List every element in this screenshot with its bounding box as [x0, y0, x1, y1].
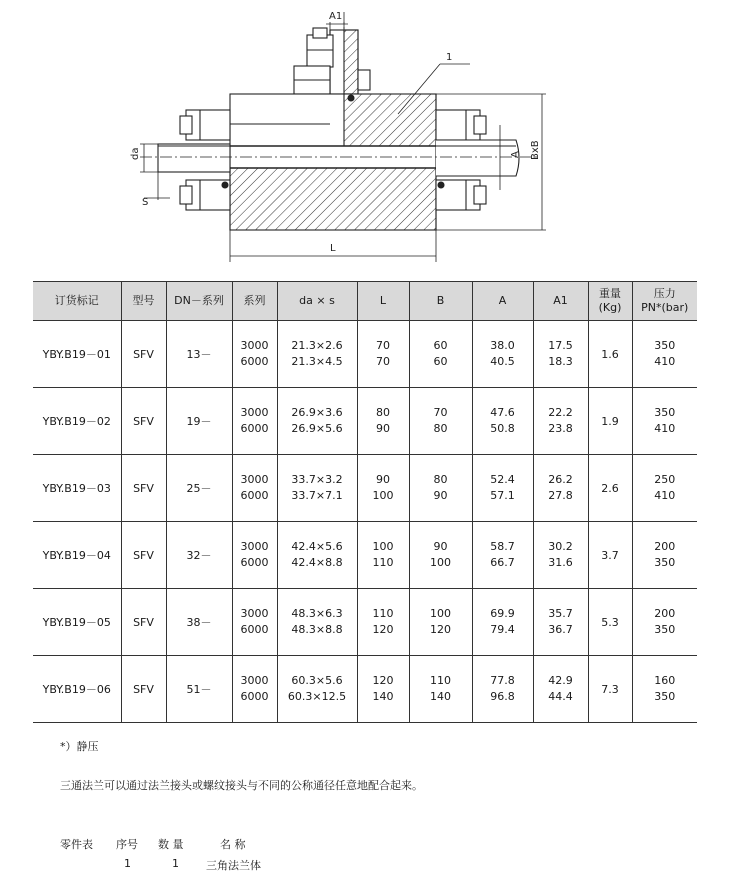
cell-series — [232, 522, 277, 589]
cell-pressure — [632, 589, 697, 656]
cell-a — [472, 455, 533, 522]
header-a: A — [472, 282, 533, 321]
cell-a-line: 96.8 — [490, 690, 515, 703]
cell-l-line: 90 — [376, 473, 390, 486]
cell-model: SFV — [121, 455, 166, 522]
cell-series-line: 3000 — [240, 607, 269, 620]
cell-a1-line: 27.8 — [548, 489, 573, 502]
cell-da-s-line: 60.3×12.5 — [287, 690, 347, 703]
cell-a — [472, 388, 533, 455]
cell-l-line: 120 — [372, 623, 394, 636]
table-row — [33, 589, 697, 656]
cell-da-s-line: 60.3×5.6 — [291, 674, 343, 687]
description-note: 三通法兰可以通过法兰接头或螺纹接头与不同的公称通径任意地配合起来。 — [60, 779, 423, 792]
cell-order-code: YBY.B19－04 — [33, 522, 121, 589]
cell-a1-line: 23.8 — [548, 422, 573, 435]
cell-series — [232, 656, 277, 723]
cell-da-s-line: 42.4×5.6 — [291, 540, 343, 553]
cell-b-line: 80 — [433, 422, 448, 435]
header-model: 型号 — [121, 282, 166, 321]
cell-a1-line: 18.3 — [548, 355, 573, 368]
cell-b-line: 100 — [430, 556, 451, 569]
header-pressure: 压力 PN*(bar) — [632, 282, 697, 321]
cell-series — [232, 388, 277, 455]
cell-da-s-line: 26.9×3.6 — [291, 406, 343, 419]
cell-model: SFV — [121, 321, 166, 388]
cell-a1-line: 42.9 — [548, 674, 573, 687]
cell-da-s — [277, 656, 357, 723]
dim-a1-label: A1 — [329, 11, 343, 22]
table-row — [33, 656, 697, 723]
header-b: B — [409, 282, 472, 321]
cell-b — [409, 589, 472, 656]
cell-a-line: 66.7 — [490, 556, 515, 569]
cell-a-line: 52.4 — [490, 473, 515, 486]
cell-weight: 2.6 — [588, 455, 632, 522]
cell-da-s — [277, 589, 357, 656]
parts-row-qty: 1 — [172, 857, 179, 870]
cell-series-line: 6000 — [240, 422, 269, 435]
cell-da-s-line: 48.3×8.8 — [291, 623, 343, 636]
cell-dn: 51－ — [166, 656, 232, 723]
cell-series-line: 6000 — [240, 690, 269, 703]
cell-series-line: 6000 — [240, 355, 269, 368]
cell-l — [357, 455, 409, 522]
cell-series-line: 3000 — [240, 674, 269, 687]
cell-b — [409, 522, 472, 589]
cell-weight: 1.6 — [588, 321, 632, 388]
cell-b — [409, 321, 472, 388]
cell-pressure-line: 250 — [654, 473, 676, 486]
cell-da-s — [277, 522, 357, 589]
cell-l-line: 90 — [376, 422, 390, 435]
header-weight: 重量 (Kg) — [588, 282, 632, 321]
header-a1: A1 — [533, 282, 588, 321]
cell-a-line: 69.9 — [490, 607, 515, 620]
cell-l — [357, 388, 409, 455]
footnote-static-pressure: *）静压 — [60, 740, 99, 753]
header-l: L — [357, 282, 409, 321]
cell-a — [472, 656, 533, 723]
cell-a-line: 58.7 — [490, 540, 515, 553]
cell-da-s-line: 33.7×7.1 — [291, 489, 343, 502]
cell-model: SFV — [121, 388, 166, 455]
cell-model: SFV — [121, 522, 166, 589]
cell-weight: 7.3 — [588, 656, 632, 723]
cell-l-line: 100 — [372, 540, 394, 553]
cell-pressure-line: 410 — [654, 422, 676, 435]
cell-dn: 19－ — [166, 388, 232, 455]
cell-a-line: 38.0 — [490, 339, 515, 352]
cell-b-line: 120 — [430, 623, 451, 636]
cell-weight: 5.3 — [588, 589, 632, 656]
cell-da-s-line: 42.4×8.8 — [291, 556, 343, 569]
cell-l — [357, 522, 409, 589]
cell-order-code: YBY.B19－02 — [33, 388, 121, 455]
part-number-label: 1 — [446, 52, 453, 63]
dim-s-label: S — [142, 197, 149, 208]
cell-order-code: YBY.B19－06 — [33, 656, 121, 723]
cell-pressure — [632, 321, 697, 388]
cell-a1-line: 30.2 — [548, 540, 573, 553]
cell-pressure-line: 350 — [654, 406, 676, 419]
cell-pressure-line: 410 — [654, 355, 676, 368]
cell-a1 — [533, 656, 588, 723]
cell-a1-line: 44.4 — [548, 690, 573, 703]
cell-dn: 38－ — [166, 589, 232, 656]
cell-series — [232, 321, 277, 388]
table-row — [33, 455, 697, 522]
cell-a1 — [533, 388, 588, 455]
cell-series-line: 6000 — [240, 556, 269, 569]
parts-row-no: 1 — [124, 857, 131, 870]
cell-series — [232, 455, 277, 522]
cell-a — [472, 321, 533, 388]
parts-list-title: 零件表 — [60, 838, 93, 851]
cell-a1-line: 26.2 — [548, 473, 573, 486]
tee-flange-drawing — [0, 0, 736, 270]
cell-pressure-line: 350 — [654, 623, 676, 636]
cell-l-line: 80 — [376, 406, 390, 419]
cell-l-line: 100 — [372, 489, 394, 502]
cell-l — [357, 321, 409, 388]
dim-bxb-label: BxB — [530, 140, 541, 160]
header-order-code: 订货标记 — [33, 282, 121, 321]
cell-a-line: 79.4 — [490, 623, 515, 636]
cell-da-s — [277, 388, 357, 455]
parts-header-qty: 数 量 — [158, 838, 184, 851]
cell-da-s-line: 26.9×5.6 — [291, 422, 343, 435]
cell-pressure — [632, 388, 697, 455]
cell-b — [409, 388, 472, 455]
dim-da-label: da — [130, 147, 141, 160]
cell-a-line: 47.6 — [490, 406, 515, 419]
cell-l-line: 140 — [372, 690, 394, 703]
cell-a1-line: 35.7 — [548, 607, 573, 620]
cell-b-line: 110 — [430, 674, 451, 687]
cell-weight: 1.9 — [588, 388, 632, 455]
cell-series-line: 6000 — [240, 489, 269, 502]
dim-l-label: L — [330, 243, 336, 254]
cell-pressure-line: 200 — [654, 607, 676, 620]
cell-b-line: 90 — [433, 540, 448, 553]
parts-header-name: 名 称 — [220, 838, 246, 851]
cell-series-line: 3000 — [240, 473, 269, 486]
cell-b-line: 60 — [433, 339, 448, 352]
header-dn-series: DN－系列 — [166, 282, 232, 321]
cell-l-line: 70 — [376, 355, 390, 368]
cell-b — [409, 656, 472, 723]
cell-dn: 13－ — [166, 321, 232, 388]
cell-a1 — [533, 455, 588, 522]
cell-order-code: YBY.B19－03 — [33, 455, 121, 522]
spec-table — [33, 281, 697, 723]
cell-pressure-line: 200 — [654, 540, 676, 553]
cell-dn: 25－ — [166, 455, 232, 522]
cell-b-line: 140 — [430, 690, 451, 703]
table-row — [33, 321, 697, 388]
cell-a1 — [533, 522, 588, 589]
table-row — [33, 388, 697, 455]
cell-model: SFV — [121, 656, 166, 723]
cell-pressure — [632, 656, 697, 723]
cell-a — [472, 589, 533, 656]
dim-a-label: A — [510, 151, 521, 158]
cell-a1-line: 17.5 — [548, 339, 573, 352]
cell-b-line: 80 — [433, 473, 448, 486]
cell-pressure-line: 350 — [654, 339, 676, 352]
cell-a-line: 50.8 — [490, 422, 515, 435]
cell-order-code: YBY.B19－01 — [33, 321, 121, 388]
cell-l — [357, 656, 409, 723]
cell-series-line: 6000 — [240, 623, 269, 636]
cell-l-line: 120 — [372, 674, 394, 687]
cell-a-line: 40.5 — [490, 355, 515, 368]
cell-a1 — [533, 589, 588, 656]
table-header-row — [33, 282, 697, 321]
cell-l — [357, 589, 409, 656]
cell-b — [409, 455, 472, 522]
cell-pressure-line: 410 — [654, 489, 676, 502]
cell-model: SFV — [121, 589, 166, 656]
cell-a1 — [533, 321, 588, 388]
cell-a — [472, 522, 533, 589]
parts-row-name: 三角法兰体 — [206, 859, 261, 872]
cell-dn: 32－ — [166, 522, 232, 589]
cell-b-line: 60 — [433, 355, 448, 368]
cell-b-line: 90 — [433, 489, 448, 502]
cell-series-line: 3000 — [240, 339, 269, 352]
cell-da-s-line: 48.3×6.3 — [291, 607, 343, 620]
cell-l-line: 70 — [376, 339, 390, 352]
cell-a-line: 77.8 — [490, 674, 515, 687]
cell-l-line: 110 — [372, 556, 394, 569]
cell-da-s-line: 21.3×2.6 — [291, 339, 343, 352]
cell-pressure-line: 350 — [654, 556, 676, 569]
cell-l-line: 110 — [372, 607, 394, 620]
cell-pressure — [632, 522, 697, 589]
cell-b-line: 70 — [433, 406, 448, 419]
cell-series — [232, 589, 277, 656]
cell-a1-line: 22.2 — [548, 406, 573, 419]
cell-order-code: YBY.B19－05 — [33, 589, 121, 656]
header-series: 系列 — [232, 282, 277, 321]
cell-pressure — [632, 455, 697, 522]
cell-pressure-line: 160 — [654, 674, 676, 687]
cell-a1-line: 31.6 — [548, 556, 573, 569]
cell-da-s-line: 33.7×3.2 — [291, 473, 343, 486]
cell-pressure-line: 350 — [654, 690, 676, 703]
cell-da-s — [277, 455, 357, 522]
header-da-s: da × s — [277, 282, 357, 321]
cell-da-s — [277, 321, 357, 388]
cell-series-line: 3000 — [240, 540, 269, 553]
cell-da-s-line: 21.3×4.5 — [291, 355, 343, 368]
cell-a-line: 57.1 — [490, 489, 515, 502]
table-row — [33, 522, 697, 589]
cell-a1-line: 36.7 — [548, 623, 573, 636]
cell-b-line: 100 — [430, 607, 451, 620]
parts-header-no: 序号 — [116, 838, 138, 851]
cell-series-line: 3000 — [240, 406, 269, 419]
cell-weight: 3.7 — [588, 522, 632, 589]
